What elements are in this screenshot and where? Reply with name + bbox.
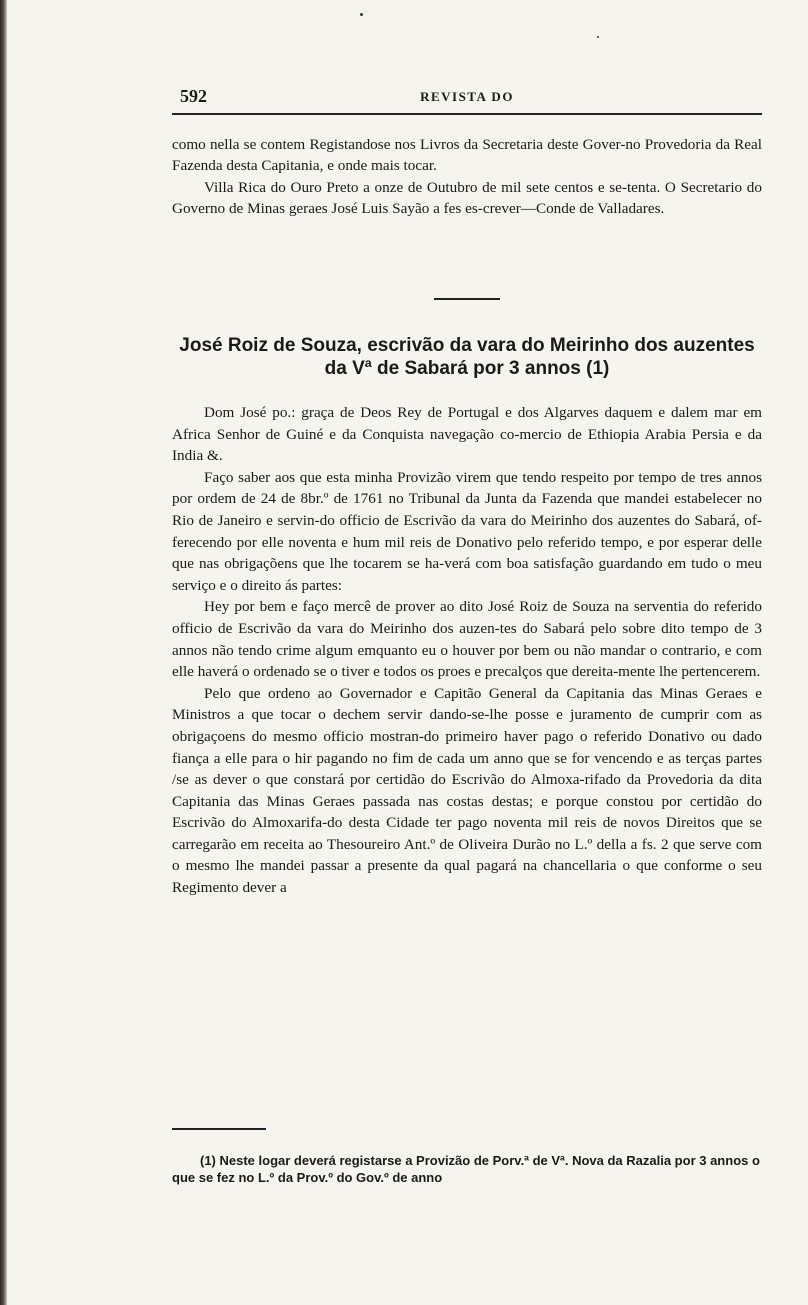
journal-title: REVISTA DO [420, 89, 514, 104]
previous-document-text [172, 134, 762, 220]
section-divider [434, 298, 500, 300]
paragraph: como nella se contem Registandose nos Livros da Secretaria deste Gover-no Provedoria da Real Fazenda desta Capitania, e onde mais tocar. [172, 136, 762, 175]
footnote-rule [172, 1128, 266, 1130]
document-body [172, 402, 762, 899]
book-page [172, 0, 762, 1305]
page-number: 592 [180, 86, 207, 106]
document-title: José Roiz de Souza, escrivão da vara do Meirinho dos auzentes da Vª de Sabará por 3 annos (1) [179, 335, 755, 379]
binding-edge [0, 0, 7, 1305]
paragraph: Pelo que ordeno ao Governador e Capitão General da Capitania das Minas Geraes e Ministros a que tocar o dechem servir dando-se-lhe posse e juramento de cumprir com as obrigaçoens do mesmo officio mostran-do primeiro haver pago o referido Donativo ou dado fiança a elle para o hir pagando no fim de cada um anno que se for vencendo e as terças partes /se as dever o que constará por certidão do Escrivão do Almoxa-rifado da Provedoria da dita Capitania das Minas Geraes passada nas costas destas; e porque constou por certidão do Escrivão do Almoxarifa-do desta Cidade ter pago noventa mil reis de novos Direitos que se carregarão em receita ao Thesoureiro Ant.º de Oliveira Durão no L.º della a fs. 2 que serve com o mesmo lhe mandei passar a presente da qual pagará na chancellaria o que conforme o seu Regimento dever a [172, 684, 762, 897]
header-rule [172, 113, 762, 115]
running-head [172, 86, 762, 110]
paragraph: Hey por bem e faço mercê de prover ao dito José Roiz de Souza na serventia do referido officio de Escrivão da vara do Meirinho dos auzen-tes do Sabará pelo sobre dito tempo de 3 annos não tendo crime algum emquanto eu o houver por bem ou não mandar o contrario, e com elle haverá o ordenado se o tiver e todos os proes e precalços que dereita-mente lhe pertencerem. [172, 598, 762, 681]
paragraph: Dom José po.: graça de Deos Rey de Portugal e dos Algarves daquem e dalem mar em Africa Senhor de Guiné e da Conquista navegação co-mercio de Ethiopia Arabia Persia e da India &. [172, 404, 762, 465]
footnote: (1) Neste logar deverá registarse a Provizão de Porv.ª de Vª. Nova da Razalia por 3 annos o que se fez no L.º da Prov.º do Gov.º de anno [172, 1153, 760, 1185]
paragraph: Faço saber aos que esta minha Provizão virem que tendo respeito por tempo de tres annos por ordem de 24 de 8br.º de 1761 no Tribunal da Junta da Fazenda que mandei estabelecer no Rio de Janeiro e servin-do officio de Escrivão da vara do Meirinho dos auzentes do Sabará, of-ferecendo por elle noventa e hum mil reis de Donativo pelo referido tempo, e por esperar delle que nas obrigaçõens que lhe tocarem se ha-verá com boa satisfação guardando em tudo o meu serviço e o direito ás partes: [172, 468, 762, 594]
paragraph: Villa Rica do Ouro Preto a onze de Outubro de mil sete centos e se-tenta. O Secretario do Governo de Minas geraes José Luis Sayão a fes es-crever—Conde de Valladares. [172, 178, 762, 218]
